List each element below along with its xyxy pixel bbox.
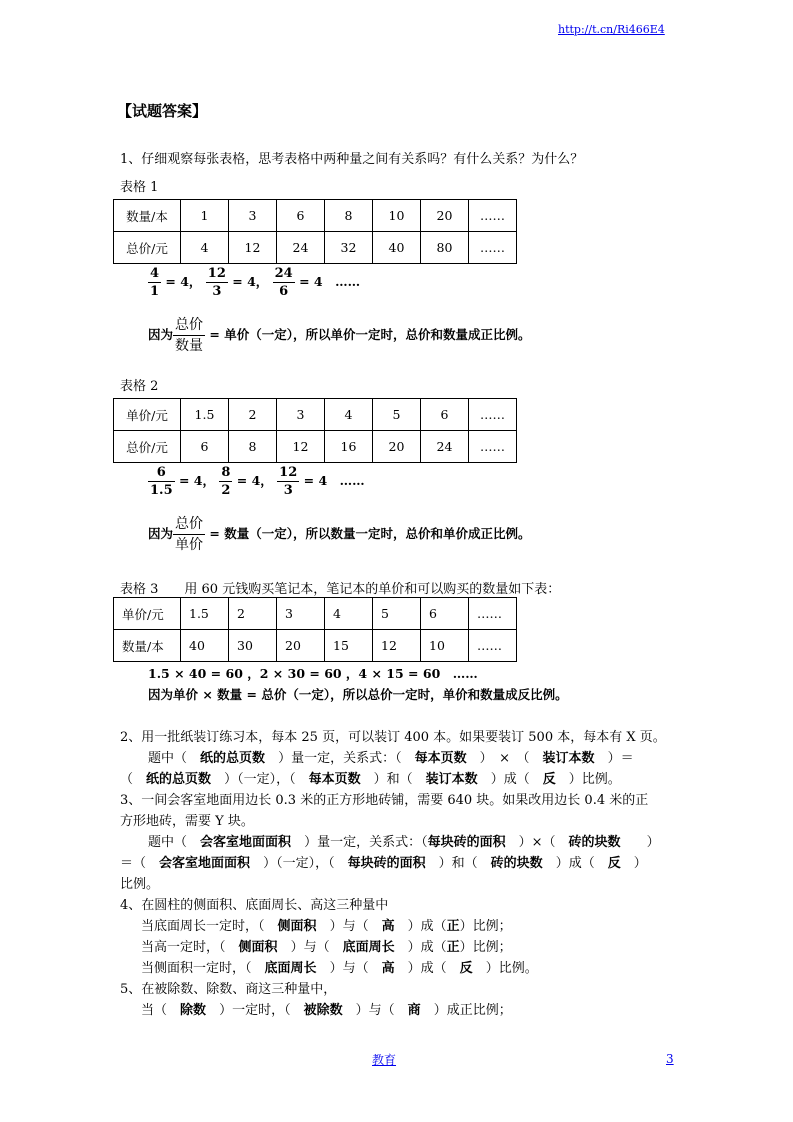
table-row [114, 431, 517, 463]
q3-text-1: 3、一间会客室地面用边长 0.3 米的正方形地砖铺，需要 640 块。如果改用边长 0.4 米的正 [120, 793, 649, 808]
table-cell: 40 [373, 232, 421, 264]
table-cell: 4 [325, 399, 373, 431]
table-cell: …… [469, 200, 517, 232]
table-cell: 单价/元 [114, 598, 181, 630]
table2-label: 表格 2 [120, 379, 159, 394]
table-cell: …… [469, 598, 517, 630]
table-cell: 单价/元 [114, 399, 181, 431]
q4-answer-line-1: 当底面周长一定时，（ 侧面积 ）与（ 高 ）成（正）比例； [141, 919, 512, 934]
table-1 [113, 199, 517, 264]
fraction: $\frac{24}{6}$ [274, 266, 293, 299]
q1-text: 1、仔细观察每张表格，思考表格中两种量之间有关系吗？有什么关系？为什么？ [120, 152, 584, 167]
q4-answer-line-2: 当高一定时，（ 侧面积 ）与（ 底面周长 ）成（正）比例； [141, 940, 512, 955]
table-cell: 4 [325, 598, 373, 630]
page-number[interactable]: 3 [666, 1052, 674, 1066]
table-cell: 6 [181, 431, 229, 463]
table-cell: 20 [277, 630, 325, 662]
table-cell: 32 [325, 232, 373, 264]
table3-product-line: 1.5 × 40 = 60 ，2 × 30 = 60 ，4 × 15 = 60 …… [148, 666, 478, 681]
page-title: 【试题答案】 [117, 102, 208, 120]
table-cell: 15 [325, 630, 373, 662]
fraction: $\frac{6}{1.5}$ [150, 465, 173, 498]
table-cell: 40 [181, 630, 229, 662]
table-cell: 总价/元 [114, 431, 181, 463]
q5-text: 5、在被除数、除数、商这三种量中， [120, 982, 337, 997]
table-cell: 8 [229, 431, 277, 463]
table-cell: 30 [229, 630, 277, 662]
footer-link[interactable]: 教育 [372, 1053, 397, 1067]
table-cell: 5 [373, 598, 421, 630]
table1-conclusion: 因为 $\frac{\text{总价}}{\text{数量}}$ = 单价（一定），所以单价一定时，总价和数量成正比例。 [148, 317, 531, 354]
table-cell: 1 [181, 200, 229, 232]
table-cell: 20 [373, 431, 421, 463]
table-cell: 1.5 [181, 399, 229, 431]
q3-text-2: 方形地砖，需要 Y 块。 [120, 814, 254, 829]
table-cell: 5 [373, 399, 421, 431]
q5-answer-line-1: 当（ 除数 ）一定时，（ 被除数 ）与（ 商 ）成正比例； [141, 1003, 512, 1018]
table-row [114, 399, 517, 431]
q3-answer-line-3: 比例。 [120, 877, 160, 892]
table-2 [113, 398, 517, 463]
table-cell: …… [469, 232, 517, 264]
table-cell: 总价/元 [114, 232, 181, 264]
fraction: $\frac{12}{3}$ [279, 465, 298, 498]
table-cell: 6 [421, 598, 469, 630]
q2-answer-line-1: 题中（ 纸的总页数 ）量一定，关系式：（ 每本页数 ） × （ 装订本数 ）＝ [148, 751, 634, 766]
table-row [114, 232, 517, 264]
table1-label: 表格 1 [120, 180, 159, 195]
table-cell: 12 [373, 630, 421, 662]
table-cell: …… [469, 431, 517, 463]
table-3 [113, 597, 517, 662]
table-cell: 数量/本 [114, 630, 181, 662]
table-cell: 24 [277, 232, 325, 264]
table-cell: 4 [181, 232, 229, 264]
header-url-link[interactable]: http://t.cn/Ri466E4 [558, 23, 665, 36]
table-cell: 12 [229, 232, 277, 264]
table-cell: 10 [421, 630, 469, 662]
table2-ratio-line: $\frac{6}{1.5}$ = 4， $\frac{8}{2}$ = 4， $\frac{12}{3}$ = 4 …… [150, 465, 365, 498]
table-row [114, 598, 517, 630]
table-cell: 12 [277, 431, 325, 463]
table-cell: 8 [325, 200, 373, 232]
q4-text: 4、在圆柱的侧面积、底面周长、高这三种量中 [120, 898, 389, 913]
table-cell: 6 [421, 399, 469, 431]
table-cell: 10 [373, 200, 421, 232]
table-cell: 3 [277, 399, 325, 431]
table1-ratio-line: $\frac{4}{1}$ = 4， $\frac{12}{3}$ = 4， $\frac{24}{6}$ = 4 …… [150, 266, 361, 299]
q3-answer-line-1: 题中（ 会客室地面面积 ）量一定，关系式：（每块砖的面积 ）×（ 砖的块数 ） [148, 835, 660, 850]
fraction: $\frac{12}{3}$ [207, 266, 226, 299]
fraction: $\frac{8}{2}$ [221, 465, 231, 498]
table2-conclusion: 因为 $\frac{\text{总价}}{\text{单价}}$ = 数量（一定），所以数量一定时，总价和单价成正比例。 [148, 516, 531, 553]
q4-answer-line-3: 当侧面积一定时，（ 底面周长 ）与（ 高 ）成（ 反 ）比例。 [141, 961, 538, 976]
table-cell: 16 [325, 431, 373, 463]
table-cell: 2 [229, 399, 277, 431]
q2-text: 2、用一批纸装订练习本，每本 25 页，可以装订 400 本。如果要装订 500 本，每本有 X 页。 [120, 730, 666, 745]
table-cell: 80 [421, 232, 469, 264]
table-cell: 3 [229, 200, 277, 232]
q3-answer-line-2: ＝（ 会客室地面面积 ）（一定），（ 每块砖的面积 ）和（ 砖的块数 ）成（ 反 ） [120, 856, 647, 871]
table3-label: 表格 3 用 60 元钱购买笔记本，笔记本的单价和可以购买的数量如下表： [120, 582, 561, 597]
table-row [114, 630, 517, 662]
table-cell: 1.5 [181, 598, 229, 630]
table3-conclusion: 因为单价 × 数量 = 总价（一定），所以总价一定时，单价和数量成反比例。 [148, 687, 568, 702]
table-row [114, 200, 517, 232]
table-cell: 20 [421, 200, 469, 232]
table-cell: 数量/本 [114, 200, 181, 232]
fraction: $\frac{4}{1}$ [150, 266, 160, 299]
table-cell: …… [469, 630, 517, 662]
table-cell: 3 [277, 598, 325, 630]
q2-answer-line-2: （ 纸的总页数 ）（一定），（ 每本页数 ）和（ 装订本数 ）成（ 反 ）比例。 [120, 772, 621, 787]
table-cell: 6 [277, 200, 325, 232]
table-cell: 2 [229, 598, 277, 630]
table-cell: …… [469, 399, 517, 431]
table-cell: 24 [421, 431, 469, 463]
